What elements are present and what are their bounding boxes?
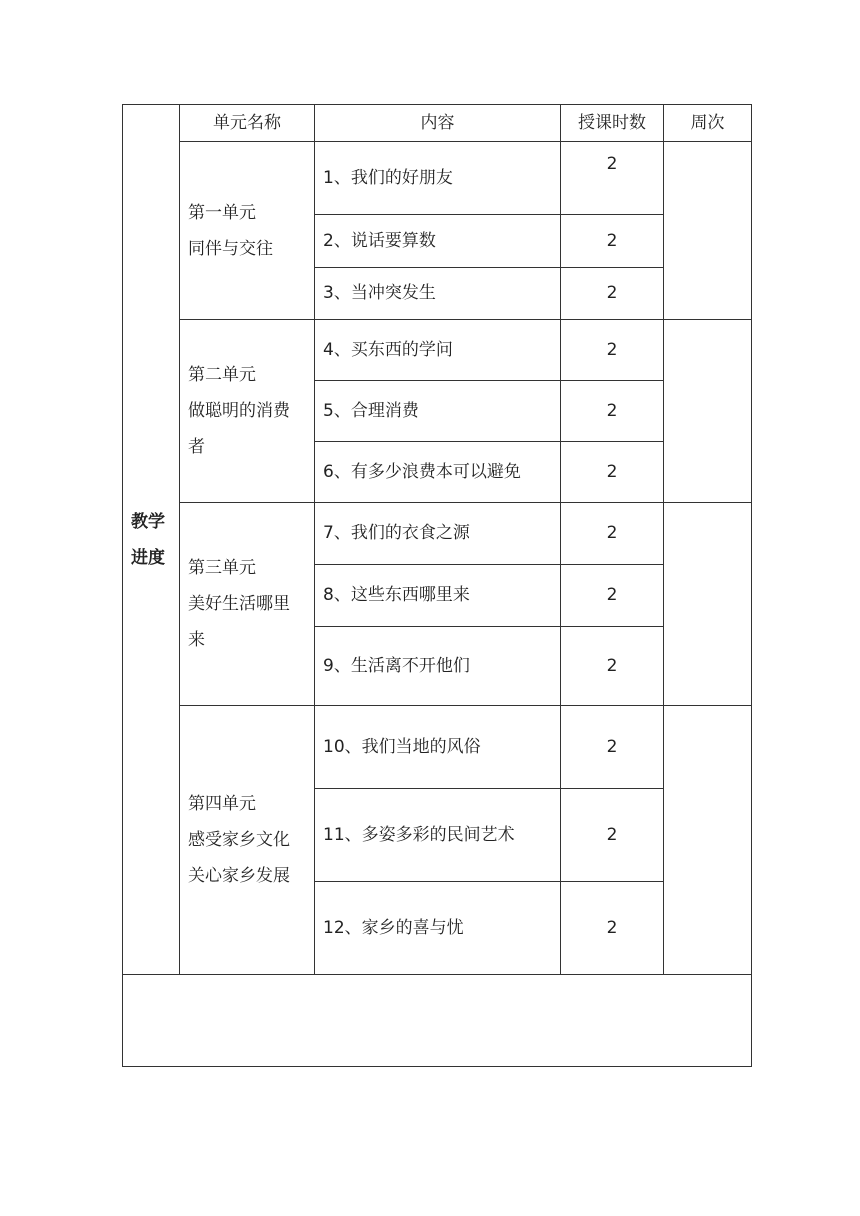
lesson-content: 2、说话要算数 — [315, 215, 561, 268]
lesson-content: 1、我们的好朋友 — [315, 142, 561, 215]
unit-1-title-line-1: 第一单元 — [188, 202, 256, 223]
header-content: 内容 — [315, 105, 561, 142]
lesson-content: 6、有多少浪费本可以避免 — [315, 442, 561, 503]
lesson-hours: 2 — [561, 381, 664, 442]
lesson-content: 11、多姿多彩的民间艺术 — [315, 789, 561, 882]
unit-2-week-cell — [664, 320, 752, 503]
lesson-content: 7、我们的衣食之源 — [315, 503, 561, 565]
footer-blank-cell — [123, 975, 752, 1067]
lesson-hours: 2 — [561, 882, 664, 975]
unit-3-title-line-2: 美好生活哪里 — [188, 594, 290, 614]
lesson-content: 5、合理消费 — [315, 381, 561, 442]
unit-1-title — [180, 142, 315, 320]
lesson-hours: 2 — [561, 442, 664, 503]
header-week: 周次 — [664, 105, 752, 142]
unit-4-title-line-3: 关心家乡发展 — [188, 866, 290, 886]
lesson-hours: 2 — [561, 268, 664, 320]
table-row — [123, 142, 752, 215]
lesson-hours: 2 — [561, 706, 664, 789]
footer-row — [123, 975, 752, 1067]
unit-4-title — [180, 706, 315, 975]
unit-1-title-line-2: 同伴与交往 — [188, 238, 273, 259]
unit-2-title — [180, 320, 315, 503]
header-unit-name: 单元名称 — [180, 105, 315, 142]
unit-4-week-cell — [664, 706, 752, 975]
lesson-content: 9、生活离不开他们 — [315, 627, 561, 706]
side-label-line-2: 进度 — [131, 547, 165, 568]
side-label-cell — [123, 105, 180, 975]
teaching-progress-table — [122, 104, 752, 1067]
lesson-hours: 2 — [561, 565, 664, 627]
lesson-hours: 2 — [561, 320, 664, 381]
unit-4-title-line-2: 感受家乡文化 — [188, 830, 290, 850]
lesson-content: 3、当冲突发生 — [315, 268, 561, 320]
lesson-hours: 2 — [561, 627, 664, 706]
unit-1-week-cell — [664, 142, 752, 320]
lesson-hours: 2 — [561, 215, 664, 268]
lesson-content: 8、这些东西哪里来 — [315, 565, 561, 627]
table-row — [123, 503, 752, 565]
unit-2-title-line-3: 者 — [188, 437, 205, 457]
side-label-line-1: 教学 — [131, 511, 165, 532]
lesson-content: 10、我们当地的风俗 — [315, 706, 561, 789]
lesson-hours: 2 — [561, 503, 664, 565]
table-row — [123, 320, 752, 381]
lesson-content: 4、买东西的学问 — [315, 320, 561, 381]
unit-3-week-cell — [664, 503, 752, 706]
unit-4-title-line-1: 第四单元 — [188, 794, 256, 814]
lesson-hours: 2 — [561, 789, 664, 882]
unit-3-title — [180, 503, 315, 706]
header-hours: 授课时数 — [561, 105, 664, 142]
unit-2-title-line-1: 第二单元 — [188, 365, 256, 385]
table-row — [123, 706, 752, 789]
header-row — [123, 105, 752, 142]
lesson-content: 12、家乡的喜与忧 — [315, 882, 561, 975]
unit-2-title-line-2: 做聪明的消费 — [188, 401, 290, 421]
unit-3-title-line-3: 来 — [188, 630, 205, 650]
lesson-hours: 2 — [561, 142, 664, 215]
unit-3-title-line-1: 第三单元 — [188, 558, 256, 578]
